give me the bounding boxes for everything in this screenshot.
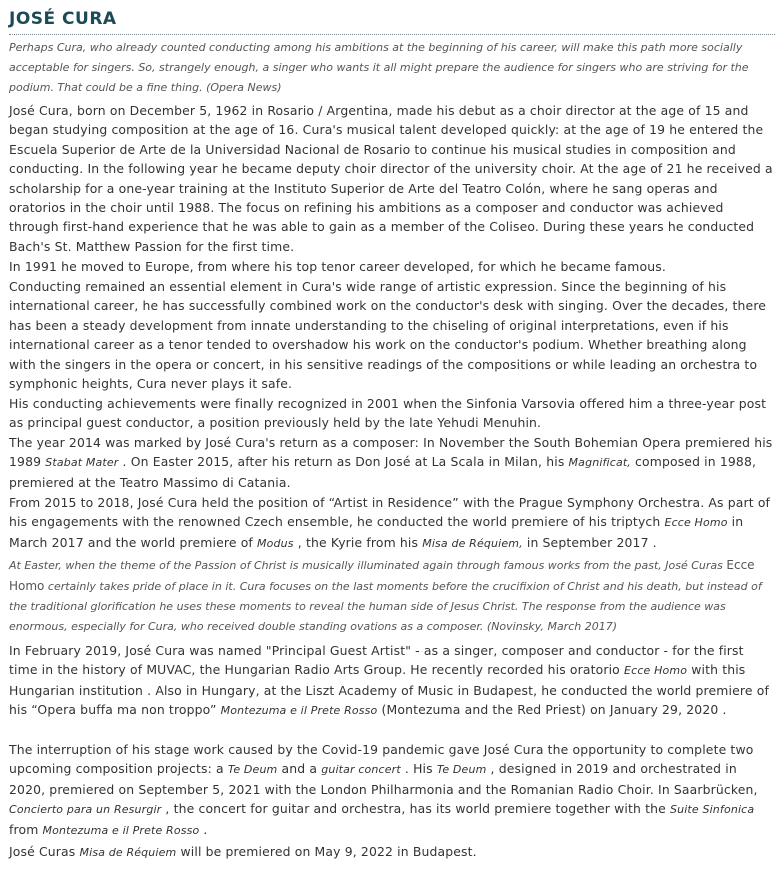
work-title-ecce-homo: Ecce Homo — [9, 558, 755, 593]
text-segment: in September 2017 . — [522, 534, 657, 550]
paragraph-conducting: Conducting remained an essential element in Cura's wide range of artistic expression. Since the beginning of his international career, he has successfully combined work on the conductor's desk with singing. Over the decades, there has been a steady development from innate understanding to the chiseling of original interpretations, even if his international career as a tenor tended to overshadow his work on the conductor's podium. Whether breathing along with the singers in the opera or concert, in his sensitive readings of the compositions or while leading an orchestra to symphonic heights, Cura never plays it safe. — [9, 279, 767, 392]
work-title-ecce-homo: Ecce Homo — [624, 664, 688, 678]
text-segment: , the Kyrie from his — [293, 534, 423, 550]
work-title-te-deum: Te Deum — [227, 763, 278, 777]
paragraph-sinfonia-varsovia — [9, 394, 775, 433]
work-title-suite-sinfonica: Suite Sinfonica — [669, 803, 755, 817]
work-title-stabat-mater: Stabat Mater — [45, 456, 119, 470]
text-segment: certainly takes pride of place in it. Cura focuses on the last moments before the crucifixion of Christ and his death, but instead of the traditional glorification he uses these moments to reveal the human side of Jesus Christ. The response from the audience was enormous, especially for Cura, who received double standing ovations as a composer. (Novinsky, March 2017) — [9, 580, 762, 633]
work-title-ecce-homo: Ecce Homo — [664, 516, 728, 530]
text-segment: José Curas — [9, 844, 80, 859]
text-segment: will be premiered on May 9, 2022 in Budapest. — [176, 844, 477, 859]
text-segment: and a — [277, 761, 322, 777]
text-segment: The interruption of his stage work caused by the Covid-19 pandemic gave José Cura the opportunity to complete two upcoming composition projects: a — [9, 742, 754, 777]
paragraph-covid-projects — [9, 740, 775, 840]
text-segment: . — [199, 821, 208, 837]
paragraph-muvac — [9, 641, 775, 721]
text-segment: composed in 1988, premiered at the Teatro Massimo di Catania. — [9, 454, 757, 490]
paragraph-sinfonia-text: His conducting achievements were finally recognized in 2001 when the Sinfonia Varsovia offered him a three-year post as principal guest conductor, a position previously held by the late Yehudi Menuhin. — [9, 396, 767, 431]
work-title-misa-de-requiem: Misa de Réquiem, — [422, 536, 523, 550]
work-title-te-deum: Te Deum — [436, 763, 487, 777]
paragraph-prague-residence — [9, 493, 775, 553]
text-segment: from — [9, 821, 43, 837]
quote-opera-news: Perhaps Cura, who already counted conducting among his ambitions at the beginning of his career, will make this path more socially acceptable for singers. So, strangely enough, a singer who wants it all might prepare the audience for singers who are striving for the podium. That could be a fine thing. (Opera News) — [9, 41, 749, 94]
work-title-guitar-concert: guitar concert — [321, 763, 401, 777]
paragraph-misa-premiere — [9, 842, 775, 862]
work-title-misa-de-requiem: Misa de Réquiem — [79, 846, 177, 859]
work-title-concierto: Concierto para un Resurgir — [9, 803, 162, 817]
text-segment: , designed in 2019 and orchestrated in 2020, premiered on September 5, 2021 with the London Philharmonia and the Romanian Radio Choir. In Saarbrücken, — [9, 761, 758, 797]
text-segment: with this Hungarian institution . Also in Hungary, at the Liszt Academy of Music in Budapest, he conducted the world premiere of his “Opera buffa ma non troppo” — [9, 662, 769, 718]
text-segment: in March 2017 and the world premiere of — [9, 514, 744, 550]
text-segment: From 2015 to 2018, José Cura held the position of “Artist in Residence” with the Prague Symphony Orchestra. As part of his engagements with the renowned Czech ensemble, he conducted the world premiere of his triptych — [9, 495, 771, 530]
work-title-modus: Modus — [257, 536, 294, 550]
text-segment: The year 2014 was marked by José Cura's return as a composer: In November the South Bohemian Opera premiered his 1989 — [9, 435, 773, 470]
text-segment: (Montezuma and the Red Priest) on January 29, 2020 . — [377, 702, 727, 718]
work-title-montezuma: Montezuma e il Prete Rosso — [42, 823, 200, 837]
text-segment: At Easter, when the theme of the Passion of Christ is musically illuminated again through famous works from the past, José Curas — [9, 559, 727, 572]
paragraph-europe: In 1991 he moved to Europe, from where his top tenor career developed, for which he became famous. — [9, 259, 666, 274]
work-title-magnificat: Magnificat, — [568, 456, 631, 470]
text-segment: In February 2019, José Cura was named "Principal Guest Artist" - as a singer, composer and conductor - for the first time in the history of MUVAC, the Hungarian Radio Arts Group. He recently recorded his oratorio — [9, 643, 744, 678]
quote-novinsky — [9, 555, 775, 637]
paragraph-early-life: José Cura, born on December 5, 1962 in Rosario / Argentina, made his debut as a choir director at the age of 15 and began studying composition at the age of 16. Cura's musical talent developed quickly: at the age of 19 he entered the Escuela Superior de Arte de la Universidad Nacional de Rosario to continue his musical studies in composition and conducting. In the following year he became deputy choir director of the university choir. At the age of 21 he received a scholarship for a one-year training at the Instituto Superior de Arte del Teatro Colón, where he sang operas and oratorios in the choir until 1988. The focus on refining his ambitions as a composer and conductor was achieved through first-hand experience that he was able to gain as a member of the Coliseo. During these years he conducted Bach's St. Matthew Passion for the first time. — [9, 103, 773, 254]
text-segment: . On Easter 2015, after his return as Don José at La Scala in Milan, his — [118, 454, 569, 470]
work-title-montezuma: Montezuma e il Prete Rosso — [220, 704, 378, 718]
text-segment: , the concert for guitar and orchestra, has its world premiere together with the — [161, 801, 670, 817]
paragraph-composer-return — [9, 433, 775, 492]
page-title: JOSÉ CURA — [9, 9, 117, 29]
text-segment: . His — [400, 761, 437, 777]
title-divider — [9, 34, 775, 35]
